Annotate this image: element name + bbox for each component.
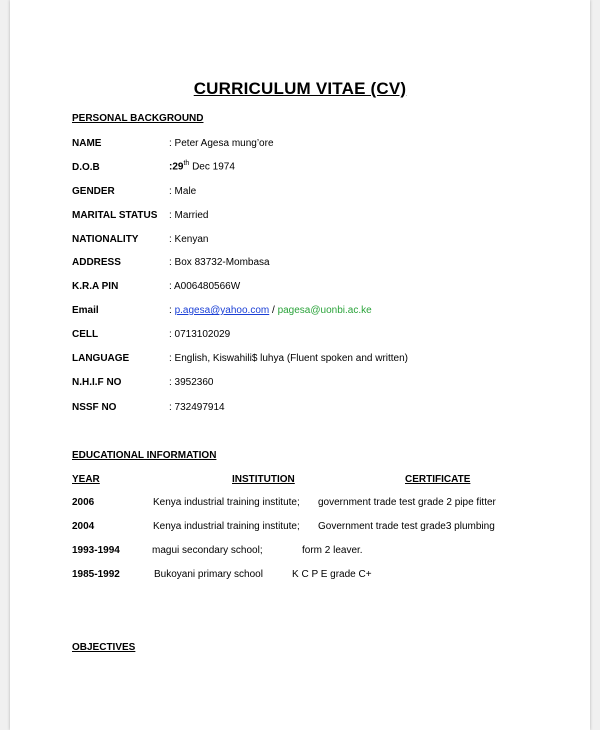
edu-row-1-year: 2006 [72, 497, 95, 508]
cell-value: : 0713102029 [169, 329, 231, 340]
nationality-label: NATIONALITY [72, 234, 139, 245]
secondary-email[interactable]: pagesa@uonbi.ac.ke [277, 305, 372, 316]
edu-row-3-institution: magui secondary school; [152, 545, 263, 556]
edu-row-3-certificate: form 2 leaver. [302, 545, 363, 556]
name-value: : Peter Agesa mung’ore [169, 138, 274, 149]
edu-row-2-year: 2004 [72, 521, 95, 532]
address-value: : Box 83732-Mombasa [169, 257, 270, 268]
nssf-label: NSSF NO [72, 402, 117, 413]
edu-row-1-institution: Kenya industrial training institute; [153, 497, 300, 508]
certificate-column-header: CERTIFICATE [405, 474, 471, 485]
edu-row-2-certificate: Government trade test grade3 plumbing [318, 521, 495, 532]
educational-information-heading: EDUCATIONAL INFORMATION [72, 450, 217, 461]
gender-value: : Male [169, 186, 197, 197]
edu-row-2-institution: Kenya industrial training institute; [153, 521, 300, 532]
primary-email-link[interactable]: p.agesa@yahoo.com [174, 305, 270, 316]
edu-row-4-year: 1985-1992 [72, 569, 120, 580]
personal-background-heading: PERSONAL BACKGROUND [72, 113, 204, 124]
nhif-value: : 3952360 [169, 377, 214, 388]
language-label: LANGUAGE [72, 353, 130, 364]
name-label: NAME [72, 138, 102, 149]
nhif-label: N.H.I.F NO [72, 377, 122, 388]
kra-pin-value: : A006480566W [169, 281, 241, 292]
institution-column-header: INSTITUTION [232, 474, 295, 485]
dob-label: D.O.B [72, 162, 100, 173]
cell-label: CELL [72, 329, 99, 340]
email-value: : p.agesa@yahoo.com / pagesa@uonbi.ac.ke [169, 305, 372, 316]
dob-value: :29th Dec 1974 [169, 160, 235, 173]
edu-row-3-year: 1993-1994 [72, 545, 120, 556]
year-column-header: YEAR [72, 474, 100, 485]
gender-label: GENDER [72, 186, 115, 197]
objectives-heading: OBJECTIVES [72, 642, 136, 653]
address-label: ADDRESS [72, 257, 121, 268]
language-value: : English, Kiswahili$ luhya (Fluent spoken and written) [169, 353, 409, 364]
nssf-value: : 732497914 [169, 402, 225, 413]
cv-page [10, 0, 590, 730]
kra-pin-label: K.R.A PIN [72, 281, 119, 292]
email-label: Email [72, 305, 99, 316]
edu-row-4-certificate: K C P E grade C+ [292, 569, 372, 580]
page-title: CURRICULUM VITAE (CV) [193, 79, 407, 98]
edu-row-1-certificate: government trade test grade 2 pipe fitter [318, 497, 496, 508]
marital-status-label: MARITAL STATUS [72, 210, 158, 221]
marital-status-value: : Married [169, 210, 209, 221]
nationality-value: : Kenyan [169, 234, 209, 245]
edu-row-4-institution: Bukoyani primary school [154, 569, 263, 580]
